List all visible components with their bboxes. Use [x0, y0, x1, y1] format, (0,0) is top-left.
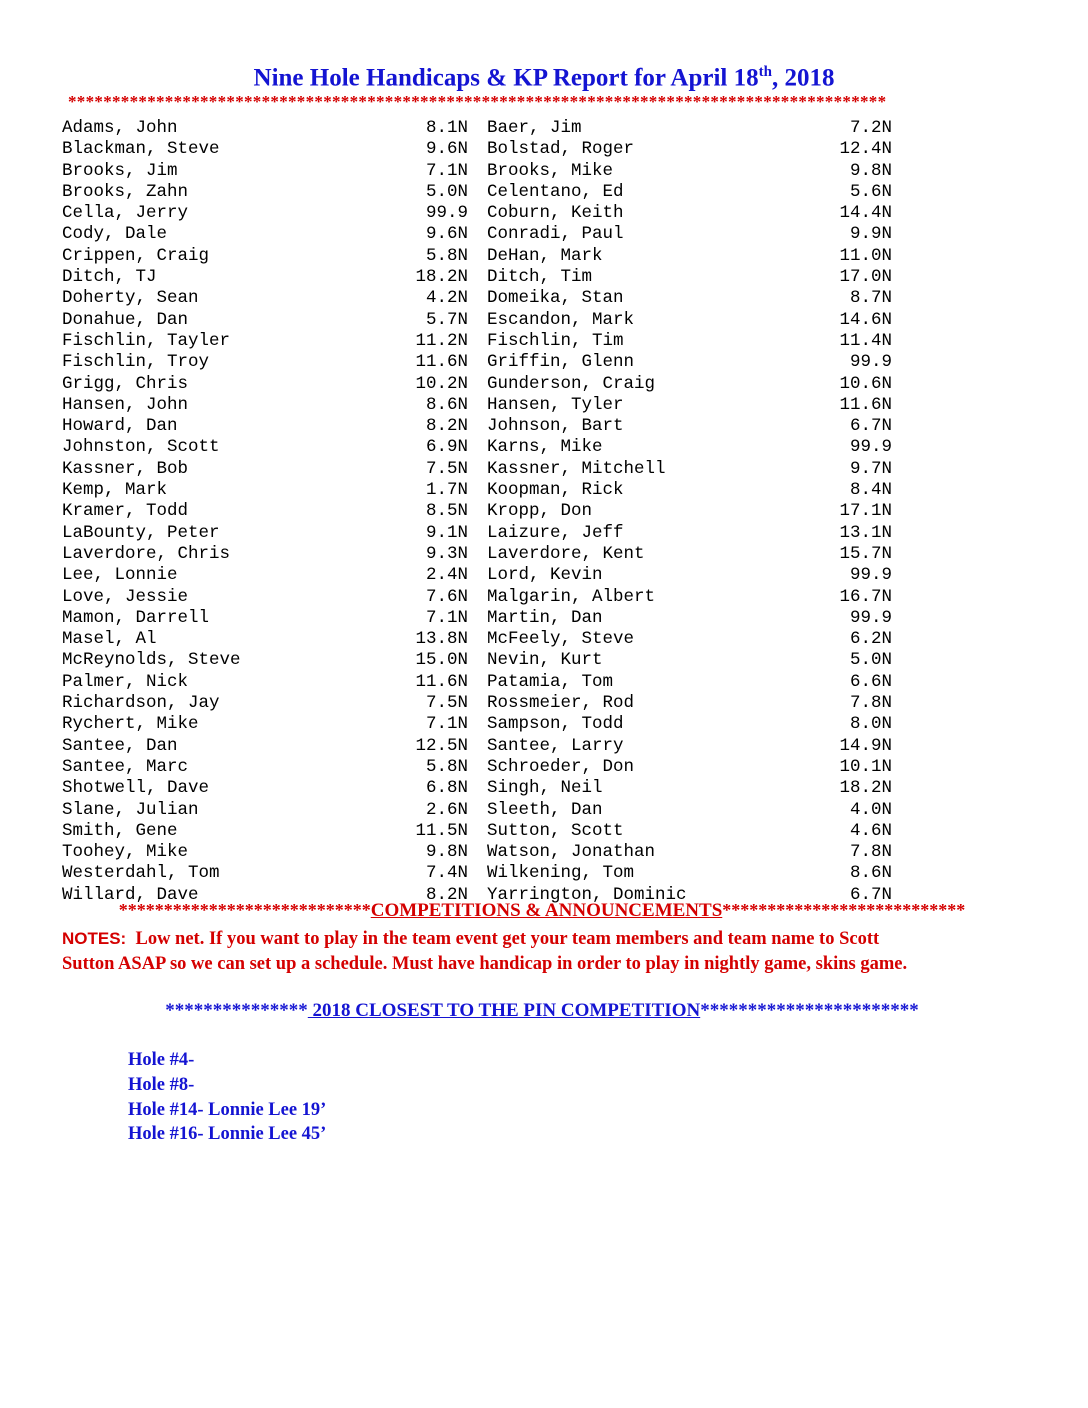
competitions-divider — [62, 900, 1022, 922]
player-handicap-left: 7.5N — [425, 458, 468, 479]
player-name-right: Brooks, Mike — [487, 160, 614, 181]
player-handicap-right: 7.2N — [849, 118, 892, 138]
divider-top-stars: ********************************************************************************************* — [68, 92, 887, 111]
player-name-left: Ditch, TJ — [62, 267, 157, 288]
kp-hole-line: Hole #14- Lonnie Lee 19’ — [128, 1099, 327, 1120]
player-name-right: Singh, Neil — [487, 778, 603, 799]
comp-left-stars: **************************** — [118, 900, 371, 920]
player-name-right: Griffin, Glenn — [487, 352, 635, 373]
player-handicap-left: 9.6N — [425, 139, 468, 160]
roster-row — [62, 842, 1022, 863]
player-handicap-left: 5.8N — [425, 245, 468, 266]
notes-label: NOTES: — [62, 929, 127, 948]
player-name-right: Wilkening, Tom — [487, 863, 635, 884]
player-name-left: Adams, John — [62, 118, 178, 138]
handicap-roster — [62, 118, 1022, 906]
player-handicap-left: 9.8N — [425, 842, 468, 863]
player-name-left: Kramer, Todd — [62, 501, 189, 522]
roster-row — [62, 629, 1022, 650]
player-handicap-right: 10.1N — [839, 756, 892, 777]
player-name-left: Lee, Lonnie — [62, 565, 178, 586]
player-handicap-left: 7.5N — [425, 693, 468, 714]
player-handicap-right: 6.7N — [849, 416, 892, 437]
roster-row — [62, 736, 1022, 757]
roster-row — [62, 288, 1022, 309]
roster-row — [62, 757, 1022, 778]
roster-row — [62, 203, 1022, 224]
comp-heading: COMPETITIONS & ANNOUNCEMENTS — [370, 900, 723, 921]
roster-row — [62, 139, 1022, 160]
roster-row — [62, 672, 1022, 693]
roster-row — [62, 714, 1022, 735]
player-name-right: Coburn, Keith — [487, 203, 624, 224]
player-handicap-right: 18.2N — [839, 778, 892, 799]
player-handicap-right: 14.6N — [839, 309, 892, 330]
roster-row — [62, 480, 1022, 501]
player-handicap-left: 7.1N — [425, 607, 468, 628]
player-handicap-right: 6.6N — [849, 671, 892, 692]
player-handicap-left: 8.2N — [425, 416, 468, 437]
kp-hole-line: Hole #4- — [128, 1050, 195, 1070]
player-handicap-left: 5.8N — [425, 756, 468, 777]
player-handicap-right: 11.0N — [839, 245, 892, 266]
roster-row — [62, 182, 1022, 203]
player-name-right: Santee, Larry — [487, 735, 624, 756]
player-name-right: Sampson, Todd — [487, 714, 624, 735]
player-name-left: Fischlin, Troy — [62, 352, 210, 373]
player-handicap-right: 6.7N — [849, 884, 892, 905]
player-handicap-right: 13.1N — [839, 522, 892, 543]
player-name-right: Patamia, Tom — [487, 671, 614, 692]
roster-row — [62, 224, 1022, 245]
player-handicap-left: 2.4N — [425, 565, 468, 586]
player-name-right: Celentano, Ed — [487, 181, 624, 202]
player-name-right: DeHan, Mark — [487, 245, 603, 266]
player-name-left: Hansen, John — [62, 394, 189, 415]
kp-hole-line: Hole #8- — [128, 1074, 195, 1095]
player-handicap-left: 18.2N — [415, 267, 468, 288]
player-handicap-left: 7.6N — [425, 586, 468, 607]
player-handicap-left: 6.8N — [425, 778, 468, 799]
player-name-right: Gunderson, Craig — [487, 373, 656, 394]
player-name-right: Koopman, Rick — [487, 480, 624, 501]
player-handicap-right: 4.6N — [849, 820, 892, 841]
player-name-right: Watson, Jonathan — [487, 842, 656, 863]
player-name-right: Baer, Jim — [487, 118, 582, 138]
player-handicap-left: 15.0N — [415, 650, 468, 671]
player-handicap-right: 11.6N — [839, 394, 892, 415]
player-handicap-right: 8.6N — [849, 863, 892, 884]
player-name-left: Kemp, Mark — [62, 480, 168, 501]
player-name-right: Schroeder, Don — [487, 756, 635, 777]
player-name-left: Santee, Marc — [62, 756, 189, 777]
player-handicap-right: 15.7N — [839, 543, 892, 564]
player-handicap-left: 7.1N — [425, 714, 468, 735]
roster-row — [62, 778, 1022, 799]
player-name-left: Toohey, Mike — [62, 842, 189, 863]
player-handicap-right: 11.4N — [839, 330, 892, 351]
player-name-left: Brooks, Zahn — [62, 181, 189, 202]
player-name-right: Johnson, Bart — [487, 416, 624, 437]
player-handicap-left: 13.8N — [415, 629, 468, 650]
player-handicap-left: 8.5N — [425, 501, 468, 522]
player-name-left: Brooks, Jim — [62, 160, 178, 181]
roster-row — [62, 800, 1022, 821]
notes-line-2: Sutton ASAP so we can set up a schedule. Must have handicap in order to play in nightly game, skins game. — [62, 954, 908, 974]
player-handicap-left: 6.9N — [425, 437, 468, 458]
player-handicap-right: 5.6N — [849, 181, 892, 202]
page-title-ordinal: th — [758, 64, 772, 80]
roster-row — [62, 565, 1022, 586]
player-name-right: Laverdore, Kent — [487, 543, 645, 564]
player-handicap-right: 16.7N — [839, 586, 892, 607]
roster-row — [62, 374, 1022, 395]
roster-row — [62, 118, 1022, 139]
player-handicap-left: 11.2N — [415, 330, 468, 351]
roster-row — [62, 331, 1022, 352]
player-handicap-right: 99.9 — [849, 352, 892, 373]
notes-line-1: Low net. If you want to play in the team event get your team members and team name to Scott — [135, 929, 880, 949]
page-title-post: , 2018 — [771, 64, 835, 92]
player-name-left: Slane, Julian — [62, 799, 199, 820]
roster-row — [62, 608, 1022, 629]
player-name-right: Hansen, Tyler — [487, 394, 624, 415]
player-name-right: Fischlin, Tim — [487, 330, 624, 351]
ktp-right-stars: *********************** — [700, 1000, 919, 1021]
roster-row — [62, 437, 1022, 458]
player-name-left: Santee, Dan — [62, 735, 178, 756]
roster-row — [62, 501, 1022, 522]
player-name-right: Yarrington, Dominic — [487, 884, 687, 905]
page-title-pre: Nine Hole Handicaps & KP Report for April 18 — [253, 64, 759, 92]
player-handicap-left: 8.6N — [425, 394, 468, 415]
player-name-right: Escandon, Mark — [487, 309, 635, 330]
player-name-left: Howard, Dan — [62, 416, 178, 437]
player-name-left: Fischlin, Tayler — [62, 330, 231, 351]
roster-row — [62, 650, 1022, 671]
player-name-left: McReynolds, Steve — [62, 650, 241, 671]
player-name-left: Richardson, Jay — [62, 693, 220, 714]
roster-row — [62, 459, 1022, 480]
player-handicap-right: 9.7N — [849, 458, 892, 479]
player-handicap-left: 1.7N — [425, 480, 468, 501]
player-name-left: Grigg, Chris — [62, 373, 189, 394]
player-name-left: Crippen, Craig — [62, 245, 210, 266]
roster-row — [62, 416, 1022, 437]
roster-row — [62, 523, 1022, 544]
kp-hole-line: Hole #16- Lonnie Lee 45’ — [128, 1124, 327, 1145]
player-handicap-right: 99.9 — [849, 607, 892, 628]
player-handicap-right: 14.9N — [839, 735, 892, 756]
player-name-right: Conradi, Paul — [487, 224, 624, 245]
roster-row — [62, 352, 1022, 373]
player-name-right: Sutton, Scott — [487, 820, 624, 841]
player-name-right: Malgarin, Albert — [487, 586, 656, 607]
player-handicap-right: 6.2N — [849, 629, 892, 650]
player-handicap-right: 99.9 — [849, 565, 892, 586]
player-handicap-left: 5.7N — [425, 309, 468, 330]
player-handicap-right: 17.1N — [839, 501, 892, 522]
notes-block — [62, 926, 1032, 977]
roster-row — [62, 267, 1022, 288]
player-handicap-left: 8.1N — [425, 118, 468, 138]
player-name-right: Karns, Mike — [487, 437, 603, 458]
player-name-right: Laizure, Jeff — [487, 522, 624, 543]
player-name-right: Lord, Kevin — [487, 565, 603, 586]
roster-row — [62, 161, 1022, 182]
player-name-left: Kassner, Bob — [62, 458, 189, 479]
player-handicap-left: 9.6N — [425, 224, 468, 245]
roster-row — [62, 693, 1022, 714]
player-handicap-right: 9.9N — [849, 224, 892, 245]
player-handicap-left: 5.0N — [425, 181, 468, 202]
player-name-right: Kropp, Don — [487, 501, 593, 522]
player-name-left: Smith, Gene — [62, 820, 178, 841]
roster-row — [62, 587, 1022, 608]
roster-row — [62, 821, 1022, 842]
player-name-left: Palmer, Nick — [62, 671, 189, 692]
player-handicap-right: 14.4N — [839, 203, 892, 224]
player-handicap-left: 8.2N — [425, 884, 468, 905]
player-name-right: McFeely, Steve — [487, 629, 635, 650]
closest-to-pin-divider — [62, 1000, 1022, 1022]
player-handicap-right: 10.6N — [839, 373, 892, 394]
player-handicap-left: 9.3N — [425, 543, 468, 564]
player-handicap-left: 7.4N — [425, 863, 468, 884]
player-handicap-left: 99.9 — [425, 203, 468, 224]
ktp-left-stars: *************** — [165, 1000, 308, 1021]
player-handicap-left: 4.2N — [425, 288, 468, 309]
player-handicap-right: 17.0N — [839, 267, 892, 288]
ktp-heading: 2018 CLOSEST TO THE PIN COMPETITION — [307, 1000, 701, 1021]
player-handicap-left: 10.2N — [415, 373, 468, 394]
player-handicap-right: 7.8N — [849, 693, 892, 714]
player-name-left: Donahue, Dan — [62, 309, 189, 330]
player-name-right: Ditch, Tim — [487, 267, 593, 288]
closest-to-pin-list — [128, 1048, 326, 1147]
player-name-left: Doherty, Sean — [62, 288, 199, 309]
player-handicap-right: 7.8N — [849, 842, 892, 863]
player-handicap-right: 99.9 — [849, 437, 892, 458]
player-name-left: Masel, Al — [62, 629, 157, 650]
player-handicap-right: 4.0N — [849, 799, 892, 820]
player-name-left: Mamon, Darrell — [62, 607, 210, 628]
player-handicap-left: 11.6N — [415, 671, 468, 692]
player-name-left: Blackman, Steve — [62, 139, 220, 160]
player-name-left: LaBounty, Peter — [62, 522, 220, 543]
player-name-right: Kassner, Mitchell — [487, 458, 666, 479]
player-name-right: Nevin, Kurt — [487, 650, 603, 671]
player-handicap-left: 7.1N — [425, 160, 468, 181]
player-handicap-right: 8.4N — [849, 480, 892, 501]
player-handicap-right: 5.0N — [849, 650, 892, 671]
player-name-right: Sleeth, Dan — [487, 799, 603, 820]
player-name-right: Domeika, Stan — [487, 288, 624, 309]
player-handicap-left: 11.5N — [415, 820, 468, 841]
player-handicap-right: 9.8N — [849, 160, 892, 181]
player-name-left: Laverdore, Chris — [62, 543, 231, 564]
player-name-left: Rychert, Mike — [62, 714, 199, 735]
comp-right-stars: *************************** — [722, 900, 966, 920]
player-handicap-right: 8.7N — [849, 288, 892, 309]
player-name-right: Martin, Dan — [487, 607, 603, 628]
roster-row — [62, 310, 1022, 331]
player-handicap-left: 2.6N — [425, 799, 468, 820]
player-name-right: Bolstad, Roger — [487, 139, 635, 160]
player-name-left: Cella, Jerry — [62, 203, 189, 224]
roster-row — [62, 863, 1022, 884]
player-name-left: Westerdahl, Tom — [62, 863, 220, 884]
player-handicap-left: 11.6N — [415, 352, 468, 373]
player-name-left: Willard, Dave — [62, 884, 199, 905]
roster-row — [62, 246, 1022, 267]
player-handicap-left: 9.1N — [425, 522, 468, 543]
player-handicap-right: 8.0N — [849, 714, 892, 735]
roster-row — [62, 544, 1022, 565]
page-title — [0, 64, 1088, 92]
roster-row — [62, 395, 1022, 416]
player-name-left: Love, Jessie — [62, 586, 189, 607]
player-name-left: Johnston, Scott — [62, 437, 220, 458]
player-name-right: Rossmeier, Rod — [487, 693, 635, 714]
player-name-left: Cody, Dale — [62, 224, 168, 245]
player-handicap-right: 12.4N — [839, 139, 892, 160]
player-name-left: Shotwell, Dave — [62, 778, 210, 799]
player-handicap-left: 12.5N — [415, 735, 468, 756]
